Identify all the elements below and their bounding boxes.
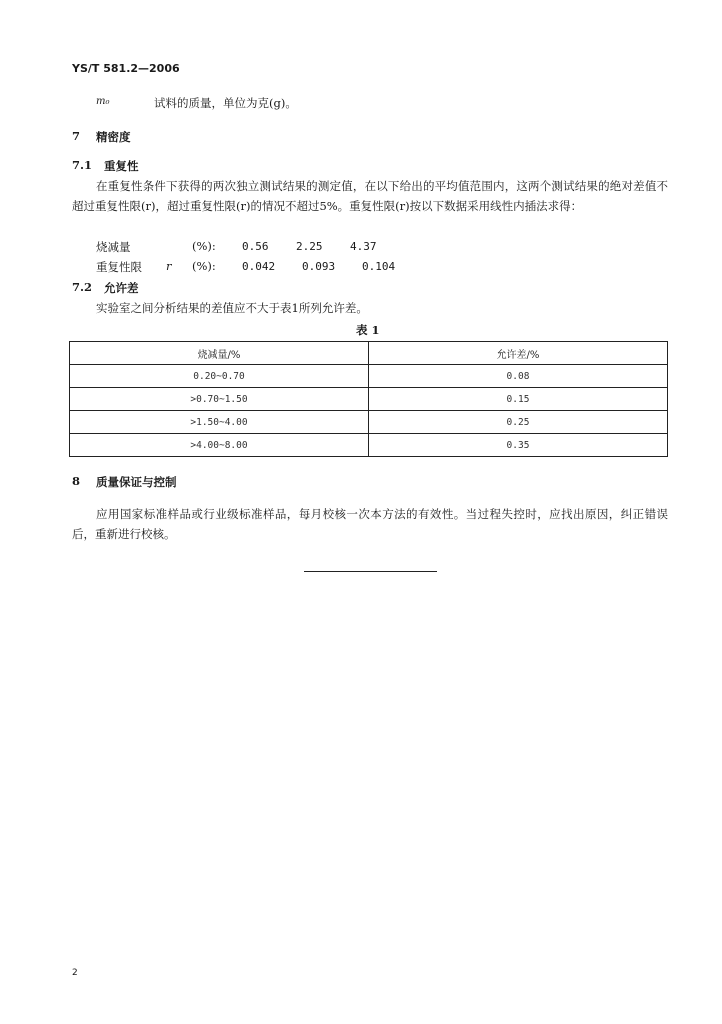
table-header-loss-on-ignition: 烧减量/% xyxy=(70,342,369,365)
section-7-1-number: 7.1 xyxy=(72,158,93,172)
table-row xyxy=(70,388,668,411)
table-row xyxy=(70,434,668,457)
loss-on-ignition-unit: (%): xyxy=(192,239,216,253)
page-number: 2 xyxy=(72,968,78,978)
table-header-allowable-difference: 允许差/% xyxy=(369,342,668,365)
table-cell-tolerance: 0.15 xyxy=(369,388,668,411)
repeatability-limit-value: 0.042 xyxy=(242,260,276,273)
loss-on-ignition-value: 2.25 xyxy=(296,240,323,253)
table-cell-range: >4.00~8.00 xyxy=(70,434,369,457)
section-7-2-paragraph: 实验室之间分析结果的差值应不大于表1所列允许差。 xyxy=(96,301,368,315)
section-7-1-title: 重复性 xyxy=(104,159,139,173)
section-7-1-paragraph: 在重复性条件下获得的两次独立测试结果的测定值，在以下给出的平均值范围内，这两个测试结果的绝对差值不超过重复性限(r)，超过重复性限(r)的情况不超过5%。重复性限(r)按以下数据采用线性内插法求得： xyxy=(72,179,668,213)
table-cell-tolerance: 0.08 xyxy=(369,365,668,388)
repeatability-limit-label: 重复性限 xyxy=(96,260,142,274)
section-7-2-number: 7.2 xyxy=(72,280,93,294)
section-7-2-title: 允许差 xyxy=(104,281,139,295)
table-caption: 表 1 xyxy=(356,323,380,337)
symbol-definition: 试料的质量，单位为克(g)。 xyxy=(154,96,297,110)
allowable-difference-table xyxy=(69,341,668,457)
repeatability-limit-unit: (%): xyxy=(192,259,216,273)
symbol-m0: m₀ xyxy=(96,96,110,107)
table-header-row xyxy=(70,342,668,365)
repeatability-symbol: r xyxy=(166,259,172,273)
table-cell-range: 0.20~0.70 xyxy=(70,365,369,388)
section-7-title: 精密度 xyxy=(96,130,131,144)
table-cell-tolerance: 0.25 xyxy=(369,411,668,434)
section-8-number: 8 xyxy=(72,474,81,488)
table-cell-range: >1.50~4.00 xyxy=(70,411,369,434)
section-7-number: 7 xyxy=(72,129,81,143)
table-cell-range: >0.70~1.50 xyxy=(70,388,369,411)
table-row xyxy=(70,365,668,388)
end-of-document-rule xyxy=(304,571,437,572)
repeatability-limit-value: 0.104 xyxy=(362,260,396,273)
document-header: YS/T 581.2—2006 xyxy=(72,62,180,75)
loss-on-ignition-value: 0.56 xyxy=(242,240,269,253)
table-cell-tolerance: 0.35 xyxy=(369,434,668,457)
table-row xyxy=(70,411,668,434)
repeatability-limit-value: 0.093 xyxy=(302,260,336,273)
loss-on-ignition-value: 4.37 xyxy=(350,240,377,253)
section-8-paragraph: 应用国家标准样品或行业级标准样品，每月校核一次本方法的有效性。当过程失控时，应找出原因，纠正错误后，重新进行校核。 xyxy=(72,507,668,541)
loss-on-ignition-label: 烧减量 xyxy=(96,240,131,254)
section-8-title: 质量保证与控制 xyxy=(96,475,177,489)
